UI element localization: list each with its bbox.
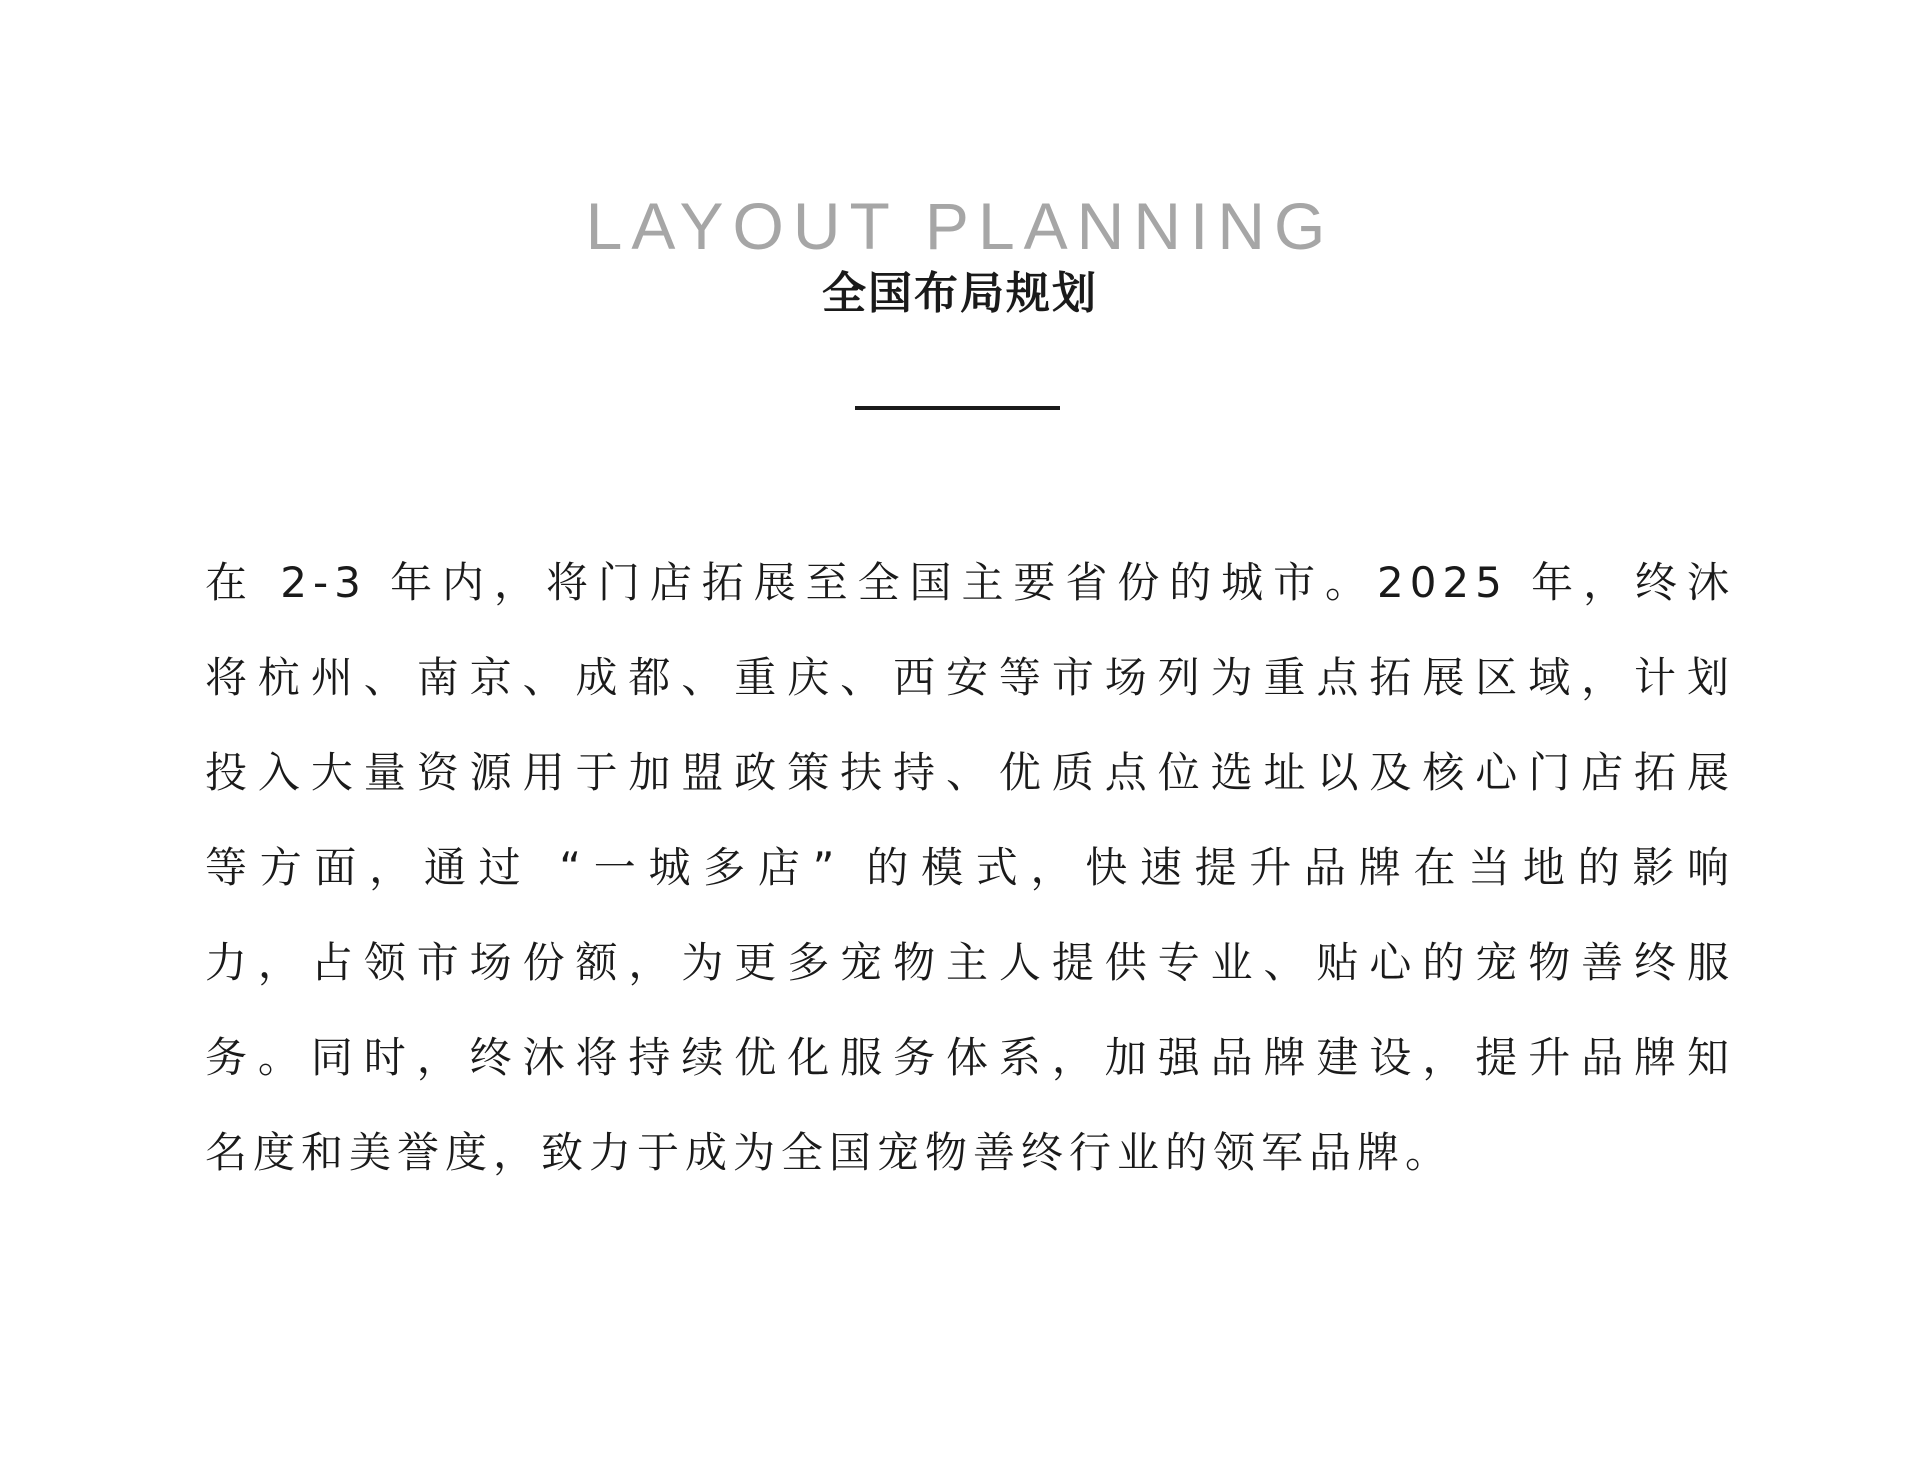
section-header: [0, 188, 1920, 322]
section-title: 全国布局规划: [822, 268, 1098, 319]
body-paragraph: [205, 535, 1735, 1200]
paragraph-line: 力，占领市场份额，为更多宠物主人提供专业、贴心的宠物善终服: [205, 938, 1735, 987]
section-eyebrow: LAYOUT PLANNING: [585, 189, 1335, 263]
paragraph-line: 将杭州、南京、成都、重庆、西安等市场列为重点拓展区域，计划: [205, 653, 1735, 702]
paragraph-line: 在 2-3 年内，将门店拓展至全国主要省份的城市。2025 年，终沐: [205, 558, 1735, 607]
paragraph-line: 务。同时，终沐将持续优化服务体系，加强品牌建设，提升品牌知: [205, 1033, 1735, 1082]
paragraph-line: 投入大量资源用于加盟政策扶持、优质点位选址以及核心门店拓展: [205, 748, 1735, 797]
paragraph-line: 等方面，通过 “一城多店” 的模式，快速提升品牌在当地的影响: [205, 843, 1735, 892]
paragraph-line: 名度和美誉度，致力于成为全国宠物善终行业的领军品牌。: [205, 1128, 1454, 1177]
title-divider: [855, 406, 1060, 410]
